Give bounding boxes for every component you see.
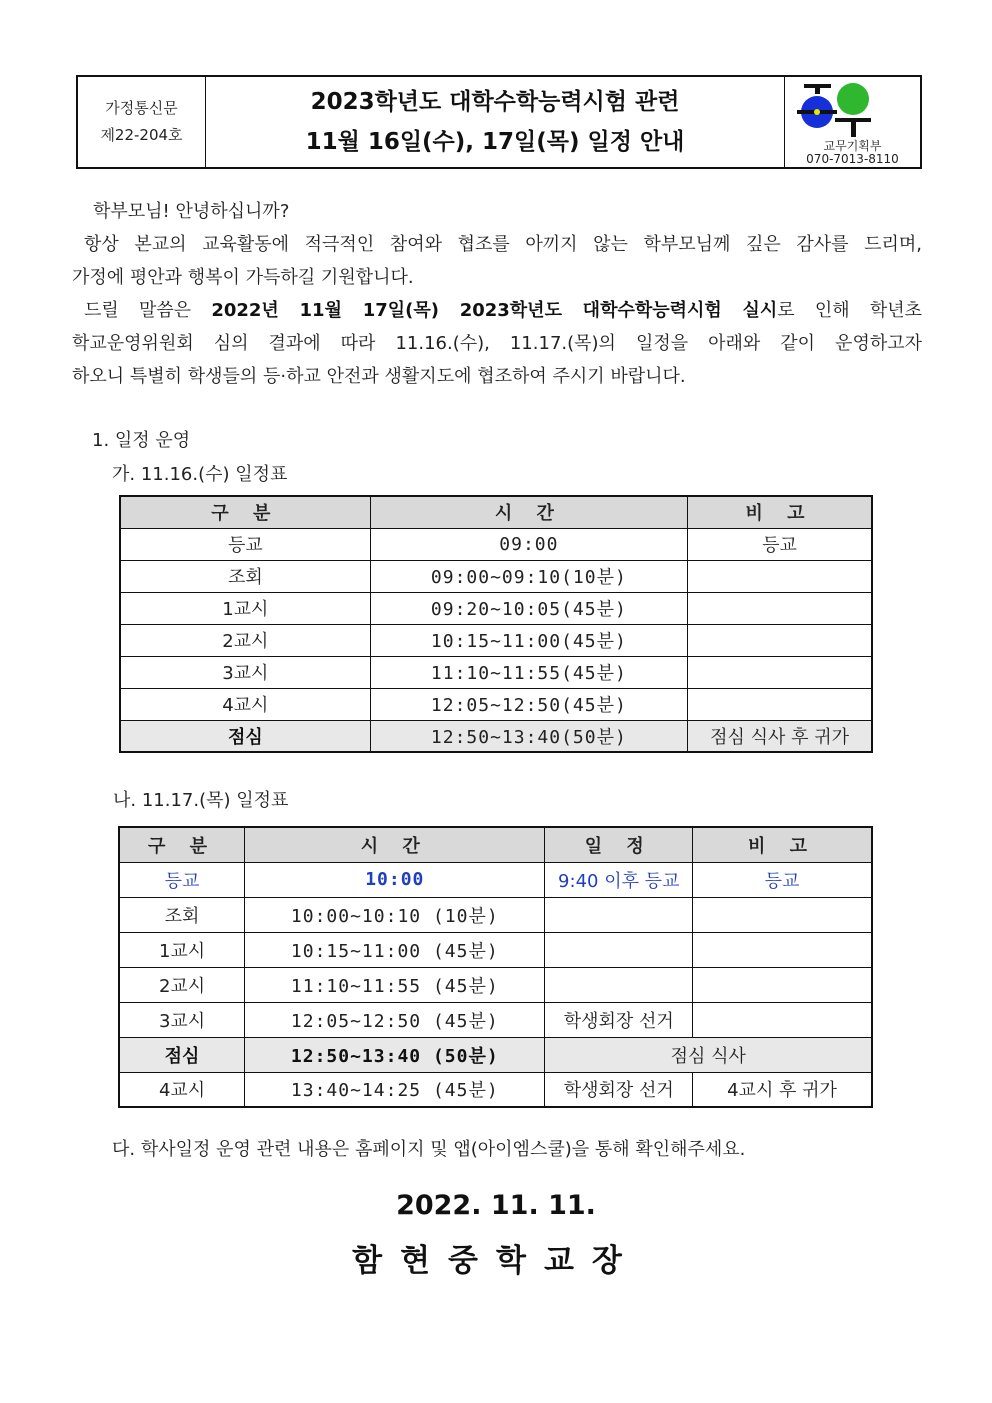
intro-p1-line2: 가정에 평안과 행복이 가득하길 기원합니다. [72, 267, 414, 288]
table-cell: 09:00 [370, 528, 687, 560]
table-cell [545, 897, 693, 932]
table-cell [693, 897, 872, 932]
table-cell: 2교시 [120, 624, 370, 656]
table-header-row [120, 496, 872, 528]
table-row [120, 688, 872, 720]
table-row [119, 967, 872, 1002]
doc-type: 가정통신문 [105, 99, 178, 117]
table-cell: 4교시 후 귀가 [693, 1072, 872, 1107]
intro-p2-line3: 하오니 특별히 학생들의 등·하교 안전과 생활지도에 협조하여 주시기 바랍니다. [72, 366, 686, 387]
greeting: 학부모님! 안녕하십니까? [93, 201, 290, 222]
school-logo-icon [791, 81, 881, 139]
table-cell: 12:50~13:40 (50분) [245, 1037, 545, 1072]
table-cell: 2교시 [119, 967, 245, 1002]
table-cell: 학생회장 선거 [545, 1072, 693, 1107]
col-header: 구 분 [119, 827, 245, 862]
col-header: 비 고 [688, 496, 872, 528]
col-header: 일 정 [545, 827, 693, 862]
table-cell [688, 592, 872, 624]
intro-p2-line1 [72, 294, 922, 327]
intro-p1-line1: 항상 본교의 교육활동에 적극적인 참여와 협조를 아끼지 않는 학부모님께 깊은 감사를 드리며, [84, 234, 922, 255]
table-cell: 1교시 [120, 592, 370, 624]
subsection-a: 가. 11.16.(수) 일정표 [112, 464, 288, 485]
table-cell [688, 688, 872, 720]
table-row [120, 592, 872, 624]
table-cell: 3교시 [119, 1002, 245, 1037]
table-cell: 11:10~11:55 (45분) [245, 967, 545, 1002]
table-cell: 등교 [693, 862, 872, 897]
intro-p2-pre: 드릴 말씀은 [84, 300, 212, 321]
table-cell: 학생회장 선거 [545, 1002, 693, 1037]
col-header: 시 간 [245, 827, 545, 862]
table-row-arrival [119, 862, 872, 897]
document-header [76, 75, 922, 169]
table-row [119, 897, 872, 932]
table-cell: 10:00 [245, 862, 545, 897]
col-header: 구 분 [120, 496, 370, 528]
table-cell: 9:40 이후 등교 [545, 862, 693, 897]
intro-text [72, 195, 922, 393]
section-heading: 1. 일정 운영 [92, 430, 191, 451]
intro-p2-post: 로 인해 학년초 [777, 300, 922, 321]
col-header: 시 간 [370, 496, 687, 528]
table-cell [688, 560, 872, 592]
school-logo-box [784, 77, 920, 167]
table-row [119, 932, 872, 967]
doc-number: 제22-204호 [100, 126, 183, 144]
table-cell: 조회 [119, 897, 245, 932]
table-cell [545, 932, 693, 967]
table-cell: 4교시 [120, 688, 370, 720]
table-cell: 점심 식사 [545, 1037, 872, 1072]
table-row [120, 560, 872, 592]
table-cell: 11:10~11:55(45분) [370, 656, 687, 688]
table-cell: 12:50~13:40(50분) [370, 720, 687, 752]
table-cell: 13:40~14:25 (45분) [245, 1072, 545, 1107]
intro-p2-bold: 2022년 11월 17일(목) 2023학년도 대학수학능력시험 실시 [211, 300, 778, 321]
table-cell: 등교 [120, 528, 370, 560]
table-row [119, 1072, 872, 1107]
table-cell: 점심 [119, 1037, 245, 1072]
table-cell [688, 656, 872, 688]
table-cell: 1교시 [119, 932, 245, 967]
title-line-1: 2023학년도 대학수학능력시험 관련 [310, 89, 680, 115]
table-cell [693, 967, 872, 1002]
table-row [119, 1002, 872, 1037]
table-cell: 12:05~12:50(45분) [370, 688, 687, 720]
doc-id-box [78, 77, 206, 167]
dept-phone: 070-7013-8110 [806, 152, 899, 166]
table-cell: 4교시 [119, 1072, 245, 1107]
table-cell: 등교 [119, 862, 245, 897]
table-row [120, 528, 872, 560]
table-row [120, 624, 872, 656]
table-cell [545, 967, 693, 1002]
table-cell: 10:15~11:00(45분) [370, 624, 687, 656]
table-cell: 3교시 [120, 656, 370, 688]
table-cell: 등교 [688, 528, 872, 560]
table-cell: 점심 식사 후 귀가 [688, 720, 872, 752]
subsection-c: 다. 학사일정 운영 관련 내용은 홈페이지 및 앱(아이엠스쿨)을 통해 확인해주세요. [112, 1139, 746, 1160]
table-header-row [119, 827, 872, 862]
principal-signature: 함현중학교장 [352, 1243, 640, 1279]
document-date: 2022. 11. 11. [396, 1190, 596, 1221]
table-cell: 조회 [120, 560, 370, 592]
table-row-lunch [119, 1037, 872, 1072]
table-cell [688, 624, 872, 656]
table-cell: 09:20~10:05(45분) [370, 592, 687, 624]
table-cell [693, 1002, 872, 1037]
title-line-2: 11월 16일(수), 17일(목) 일정 안내 [305, 129, 685, 155]
intro-p2-line2: 학교운영위원회 심의 결과에 따라 11.16.(수), 11.17.(목)의 일정을 아래와 같이 운영하고자 [72, 333, 922, 354]
table-row [120, 656, 872, 688]
table-cell: 10:00~10:10 (10분) [245, 897, 545, 932]
table-cell: 09:00~09:10(10분) [370, 560, 687, 592]
table-cell: 12:05~12:50 (45분) [245, 1002, 545, 1037]
table-cell [693, 932, 872, 967]
table-row-lunch [120, 720, 872, 752]
table-cell: 10:15~11:00 (45분) [245, 932, 545, 967]
schedule-table-1116 [119, 495, 873, 753]
table-cell: 점심 [120, 720, 370, 752]
subsection-b: 나. 11.17.(목) 일정표 [113, 790, 289, 811]
col-header: 비 고 [693, 827, 872, 862]
schedule-table-1117 [118, 826, 873, 1108]
doc-title [206, 77, 784, 167]
dept-name: 교무기획부 [823, 139, 882, 153]
